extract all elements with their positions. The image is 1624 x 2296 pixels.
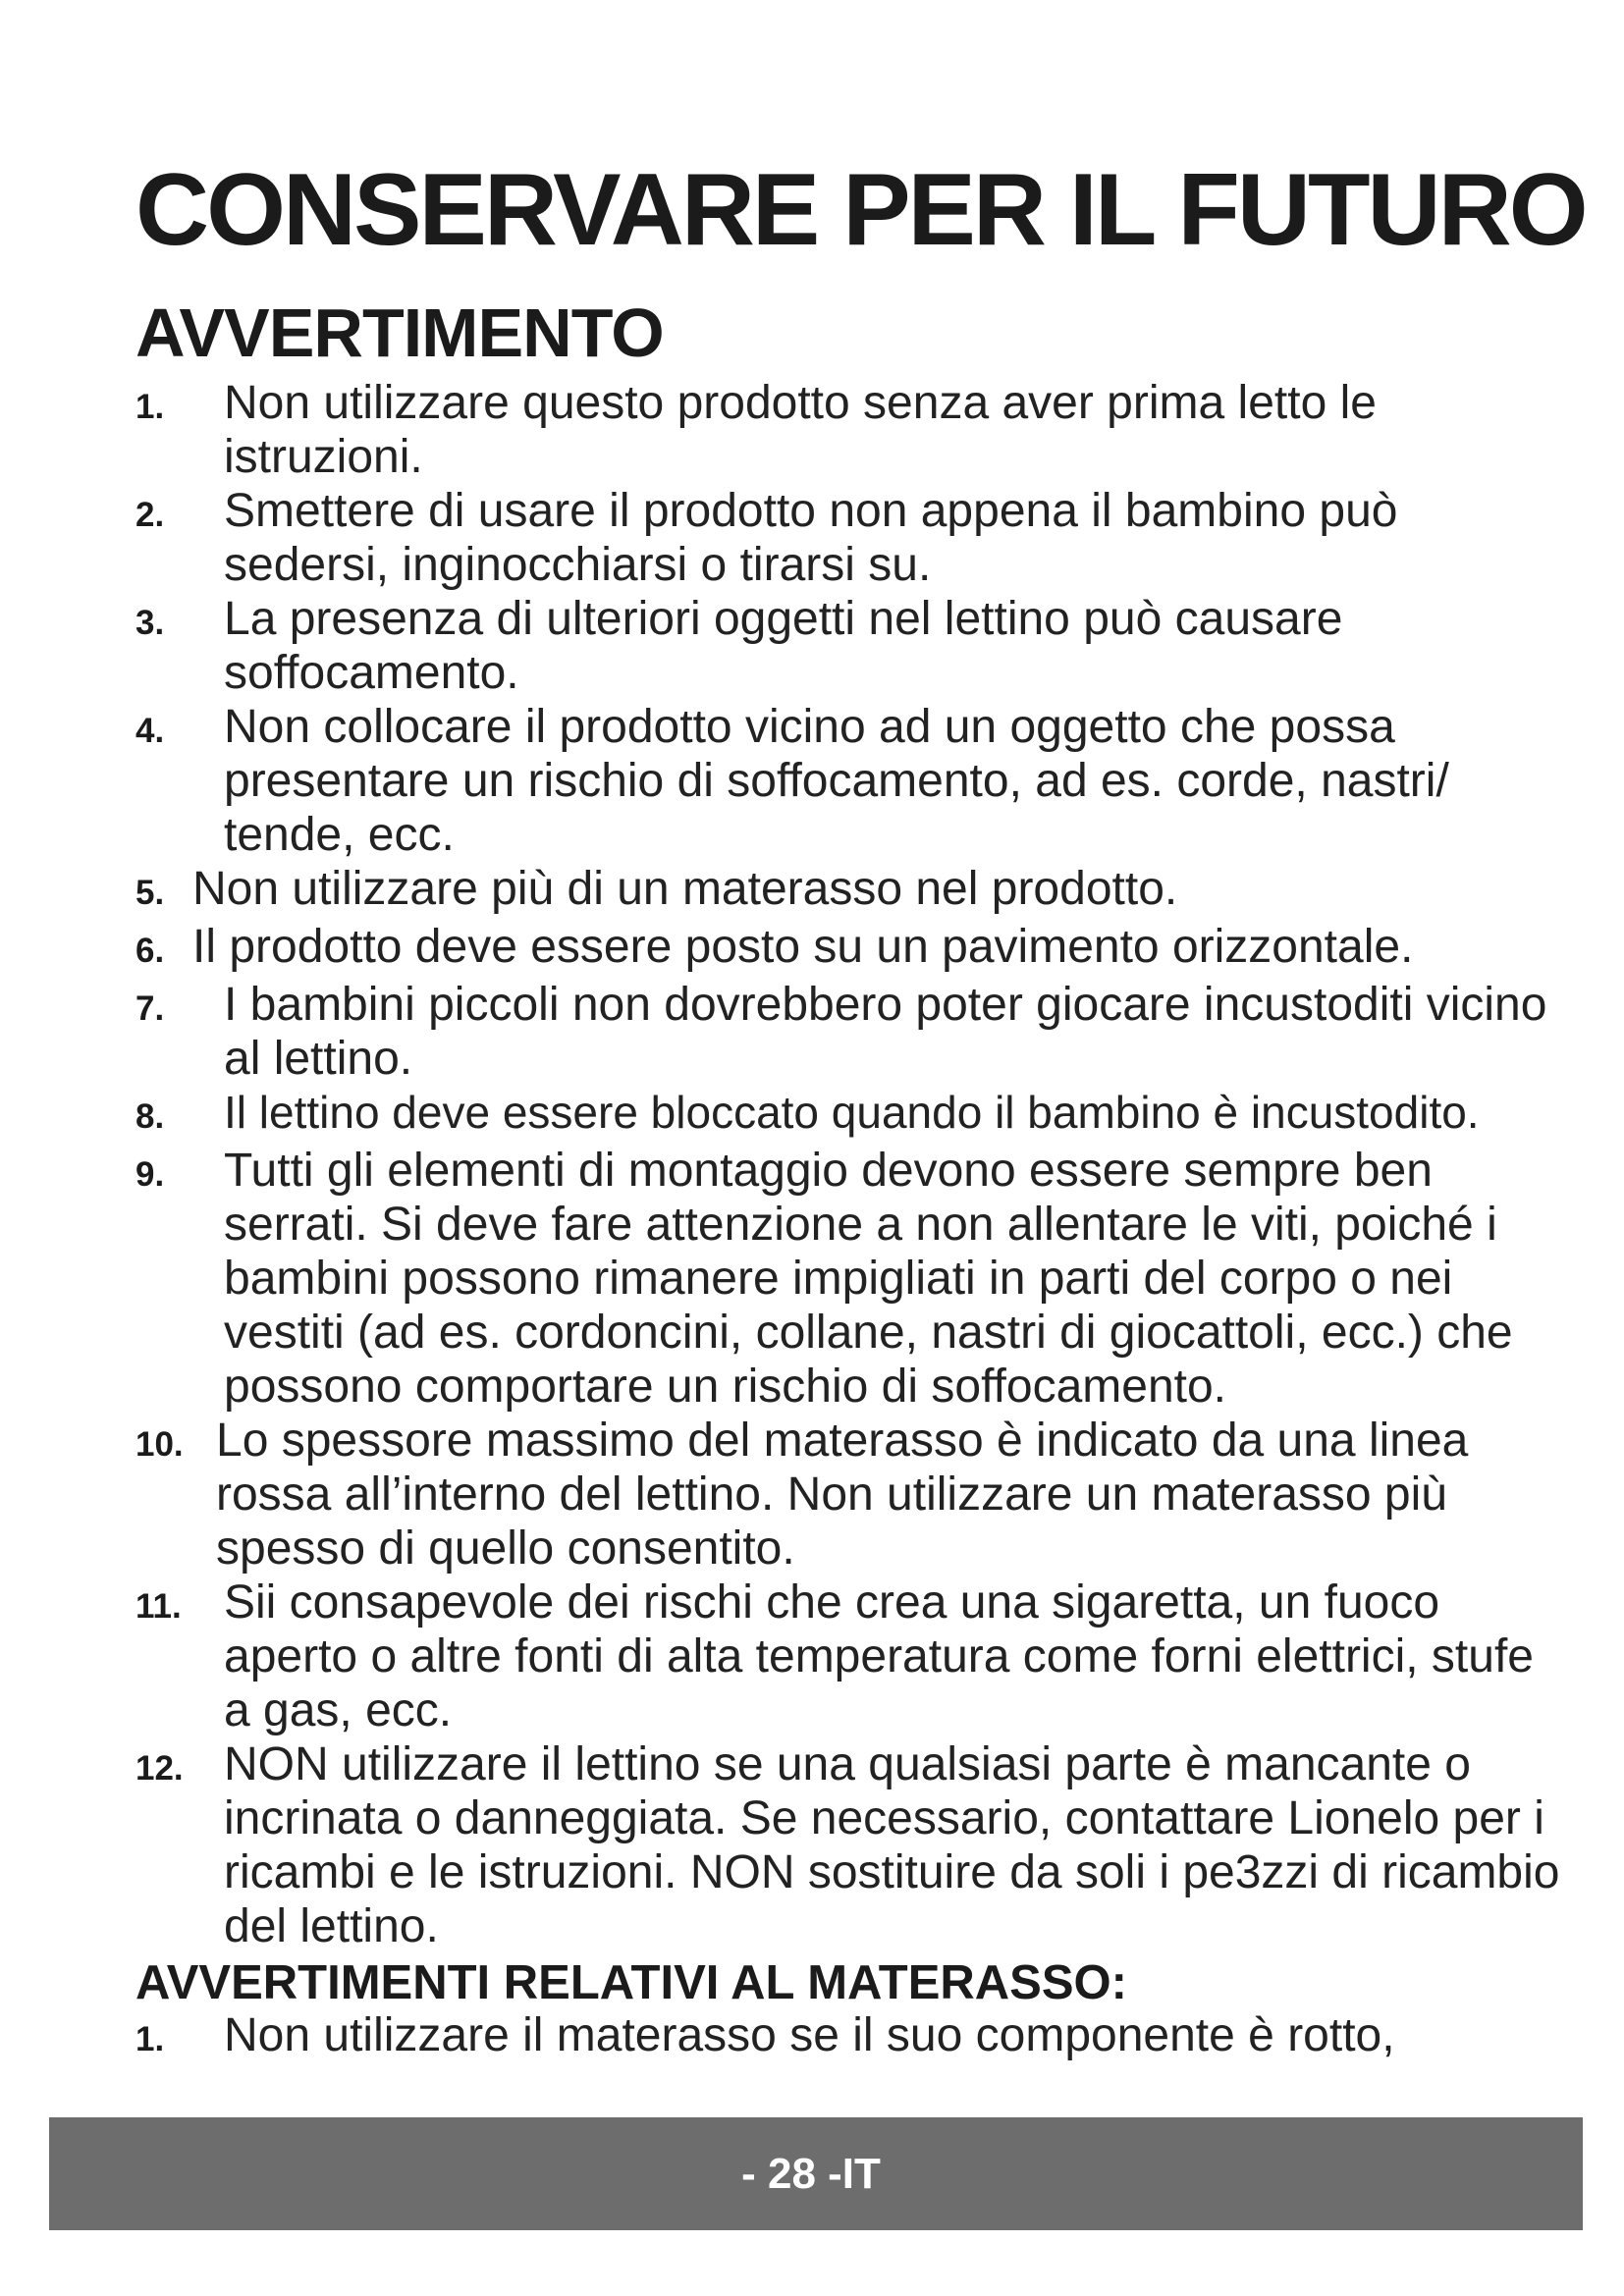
- item-number: 11.: [135, 1587, 182, 1626]
- mattress-warning-list: [135, 2008, 1569, 2066]
- item-number: 8.: [135, 1097, 165, 1136]
- item-number: 2.: [135, 496, 165, 534]
- item-number: 7.: [135, 989, 165, 1028]
- warning-item-1: [135, 376, 1569, 484]
- item-text: Non utilizzare il materasso se il suo componente è rotto,: [224, 2009, 1395, 2061]
- item-number: 9.: [135, 1155, 165, 1194]
- warning-section-heading: AVVERTIMENTO: [135, 294, 664, 371]
- warning-item-7: [135, 978, 1569, 1086]
- item-text: La presenza di ulteriori oggetti nel lettino può causare soffocamento.: [224, 593, 1343, 699]
- mattress-section-heading: AVVERTIMENTI RELATIVI AL MATERASSO:: [135, 1956, 1127, 2009]
- warning-item-10: [135, 1414, 1569, 1575]
- item-text: Tutti gli elementi di montaggio devono essere sempre ben serrati. Si deve fare attenzione a non allentare le viti, poiché i bambini possono rimanere impigliati in parti del corpo o nei vestiti (ad es. cordoncini, collane, nastri di giocattoli, ecc.) che possono comportare un rischio di soffocamento.: [224, 1145, 1513, 1413]
- item-text: I bambini piccoli non dovrebbero poter giocare incustoditi vicino al lettino.: [224, 979, 1547, 1085]
- item-number: 6.: [135, 932, 165, 970]
- warning-item-12: [135, 1737, 1569, 1953]
- item-text: Il lettino deve essere bloccato quando il bambino è incustodito.: [224, 1087, 1480, 1138]
- item-text: Smettere di usare il prodotto non appena il bambino può sedersi, inginocchiarsi o tirarsi su.: [224, 485, 1398, 591]
- warning-item-9: [135, 1144, 1569, 1414]
- warning-item-4: [135, 700, 1569, 862]
- item-text: Non collocare il prodotto vicino ad un oggetto che possa presentare un rischio di soffocamento, ad es. corde, nastri/ tende, ecc.: [224, 701, 1449, 861]
- item-number: 3.: [135, 604, 165, 642]
- item-number: 4.: [135, 712, 165, 750]
- item-text: Non utilizzare questo prodotto senza aver prima letto le istruzioni.: [224, 377, 1377, 483]
- footer-bar: [49, 2117, 1583, 2230]
- warning-list: [135, 376, 1569, 1953]
- item-text: NON utilizzare il lettino se una qualsiasi parte è mancante o incrinata o danneggiata. Se necessario, contattare Lionelo per i ricambi e le istruzioni. NON sostituire da soli i pe3zzi di ricambio del lettino.: [224, 1738, 1560, 1952]
- item-number: 1.: [135, 2020, 165, 2058]
- page-number: - 28 -IT: [741, 2149, 881, 2198]
- item-text: Lo spessore massimo del materasso è indicato da una linea rossa all’interno del lettino. Non utilizzare un materasso più spesso di quello consentito.: [216, 1415, 1469, 1575]
- item-text: Sii consapevole dei rischi che crea una sigaretta, un fuoco aperto o altre fonti di alta temperatura come forni elettrici, stufe a gas, ecc.: [224, 1576, 1534, 1736]
- item-number: 12.: [135, 1749, 184, 1788]
- warning-item-2: [135, 484, 1569, 592]
- page-title: CONSERVARE PER IL FUTURO: [135, 153, 1586, 267]
- item-number: 1.: [135, 388, 165, 426]
- warning-item-5: [135, 862, 1569, 920]
- warning-item-6: [135, 920, 1569, 978]
- warning-item-11: [135, 1575, 1569, 1737]
- item-text: Il prodotto deve essere posto su un pavimento orizzontale.: [192, 921, 1414, 973]
- warning-item-8: [135, 1086, 1569, 1144]
- warning-item-3: [135, 592, 1569, 700]
- mattress-item-1: [135, 2008, 1569, 2066]
- item-number: 10.: [135, 1425, 184, 1464]
- item-text: Non utilizzare più di un materasso nel prodotto.: [192, 863, 1178, 915]
- item-number: 5.: [135, 874, 165, 912]
